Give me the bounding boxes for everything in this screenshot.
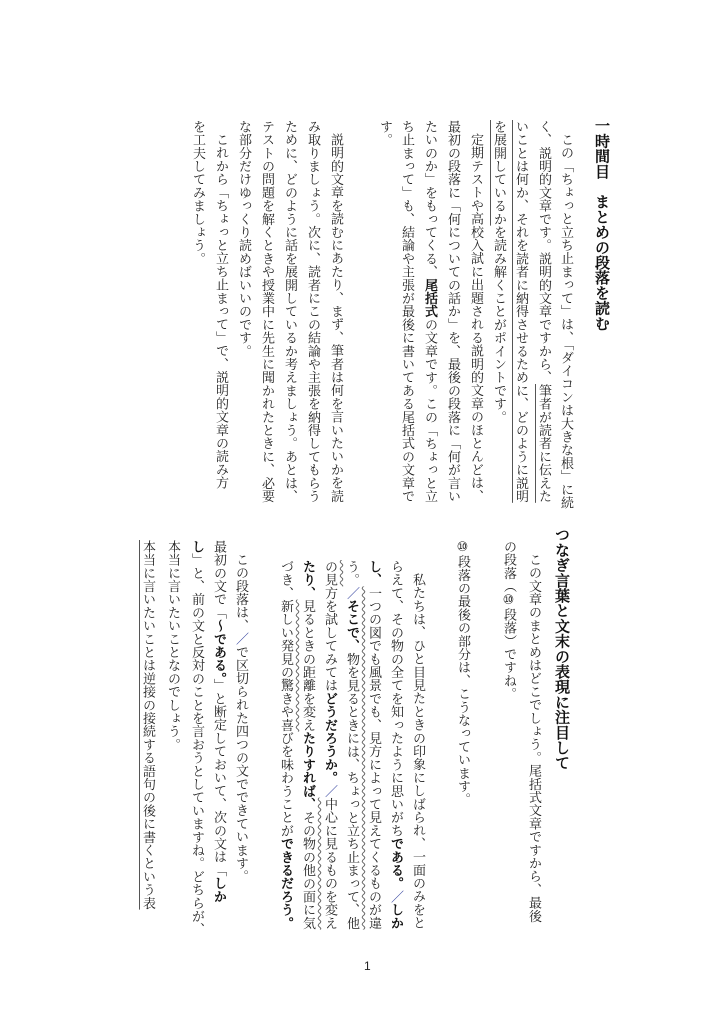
quote-line xyxy=(343,560,359,930)
text-segment: で区切られた四つの文でできています。 xyxy=(233,645,248,884)
text-segment: み取りましょう。次に、読者にこの結論や主張を納得してもらう xyxy=(305,120,320,503)
text-segment: を工夫してみましょう。 xyxy=(190,120,205,266)
text-segment: ⑩段落の最後の部分は、こうなっています。 xyxy=(455,540,470,806)
text-segment: 最初の文で「 xyxy=(211,540,226,620)
underlined-text: いことは何か、それを読者に納得させるために、どのように説明 xyxy=(513,120,528,503)
text-segment: く、説明的文章です。説明的文章ですから、 xyxy=(536,120,551,384)
bold-text: どうだろうか。 xyxy=(322,692,337,785)
text-segment: す。 xyxy=(377,120,392,147)
text-line xyxy=(398,120,414,503)
text-line xyxy=(512,120,528,503)
sentence-divider-slash: ／ xyxy=(322,784,337,798)
text-segment: 最初の段落に「何についての話か」を、最後の段落に「何が言い xyxy=(445,120,460,503)
text-segment: 本当に言いたいことなのでしょう。 xyxy=(165,540,180,752)
text-segment: の段落（⑩段落）ですね。 xyxy=(501,540,516,701)
text-segment: 」と断定しておいて、次の文は「 xyxy=(211,678,226,877)
sentence-divider-slash: ／ xyxy=(233,632,248,646)
text-line xyxy=(189,120,205,265)
text-segment: づき、新しい発見の驚きや喜びを味わうことが xyxy=(278,560,293,838)
section-heading-connectives: つなぎ言葉と文末の表現に注目して xyxy=(553,527,571,771)
text-segment: ち止まって」も、結論や主張が最後に書いてある尾括式の文章で xyxy=(399,120,414,503)
text-line xyxy=(490,120,506,424)
bold-text: である。 xyxy=(388,837,403,891)
bold-text: しか xyxy=(211,876,226,904)
quote-line xyxy=(277,560,293,930)
text-line xyxy=(500,540,516,700)
wavy-underlined-text: 一つの図でも風景でも、見方によって見えてくるものが違 xyxy=(366,586,381,930)
sentence-divider-slash: ／ xyxy=(344,586,359,600)
text-line xyxy=(557,120,573,509)
text-segment: これから「ちょっと立ち止まって」で、説明的文章の読み方 xyxy=(213,133,228,490)
underlined-text: 本当に言いたいことは逆接の接続する語句の後に書くという表 xyxy=(140,540,155,910)
section-heading-intro: 一時間目 まとめの段落を読む xyxy=(593,118,611,331)
text-segment: らえて、その物の全てを知ったように思いがち xyxy=(388,560,403,838)
quote-line xyxy=(299,560,315,930)
text-line xyxy=(444,120,460,503)
quote-line xyxy=(321,560,337,930)
quote-line xyxy=(387,560,403,930)
text-line xyxy=(304,120,320,503)
text-line xyxy=(327,120,343,503)
underlined-text: を展開しているか xyxy=(491,120,506,226)
quote-line xyxy=(409,560,425,929)
text-line xyxy=(525,540,541,923)
text-line xyxy=(210,540,226,903)
bold-text: できるだろう。 xyxy=(278,837,293,930)
text-line xyxy=(421,120,437,503)
quote-line xyxy=(365,560,381,930)
text-segment: を読み解くことがポイントです。 xyxy=(491,225,506,424)
text-line xyxy=(535,120,551,503)
text-segment: その物の他の面に気 xyxy=(300,810,315,930)
bold-text: しか xyxy=(388,903,403,930)
text-line xyxy=(281,120,297,503)
text-segment: この「ちょっと立ち止まって」は、「ダイコンは大きな根」に続 xyxy=(558,133,573,510)
text-segment: この文章のまとめはどこでしょう。尾括式文章ですから、最後 xyxy=(526,553,541,923)
wavy-underlined-text: 中心に見るものを変え xyxy=(322,797,337,930)
text-segment: ために、どのように話を展開しているか考えましょう。あとは、 xyxy=(282,120,297,503)
bold-text: 尾括式 xyxy=(422,278,437,319)
text-segment: の文章です。この「ちょっと立 xyxy=(422,318,437,503)
text-segment: 定期テストや高校入試に出題される説明的文章のほとんどは、 xyxy=(468,133,483,503)
wavy-underlined-text: 見るときの距離を変え xyxy=(300,599,315,732)
text-segment: 」と、前の文と反対のことを言おうとしていますね。どちらが、 xyxy=(189,553,204,937)
text-line xyxy=(376,120,392,146)
bold-text: たり、 xyxy=(300,560,315,600)
bold-text: たりすれば、 xyxy=(300,731,315,811)
text-line xyxy=(212,120,228,489)
text-segment: テストの問題を解くときや授業中に先生に聞かれたときに、必要 xyxy=(259,120,274,503)
text-segment: な部分だけゆっくり読めばいいのです。 xyxy=(236,120,251,358)
text-segment: たいのか」をもってくる、 xyxy=(422,120,437,279)
sentence-divider-slash: ／ xyxy=(388,890,403,904)
text-segment: 物を見るときには、ちょっと立ち止まって、他 xyxy=(344,652,359,930)
bold-text: し xyxy=(189,540,204,554)
text-segment: の見方を試してみては xyxy=(322,560,337,692)
text-line xyxy=(232,540,248,883)
text-line xyxy=(188,540,204,936)
underlined-text: 筆者が読者に伝えた xyxy=(536,384,551,503)
text-line xyxy=(164,540,180,751)
text-line xyxy=(467,120,483,503)
text-line xyxy=(139,540,155,910)
text-line xyxy=(454,540,470,806)
text-segment: 説明的文章を読むにあたり、まず、筆者は何を言いたいかを読 xyxy=(328,133,343,503)
bold-text: ～である。 xyxy=(211,619,226,679)
text-line xyxy=(235,120,251,358)
text-segment: この段落は、 xyxy=(233,553,248,633)
bold-text: そこで、 xyxy=(344,599,359,653)
text-segment: 私たちは、ひと目見たときの印象にしばられ、一面のみをと xyxy=(410,573,425,930)
wavy-underlined-text: う。 xyxy=(344,560,359,587)
bold-text: し、 xyxy=(366,560,381,587)
page-number: 1 xyxy=(364,959,371,973)
text-line xyxy=(258,120,274,503)
